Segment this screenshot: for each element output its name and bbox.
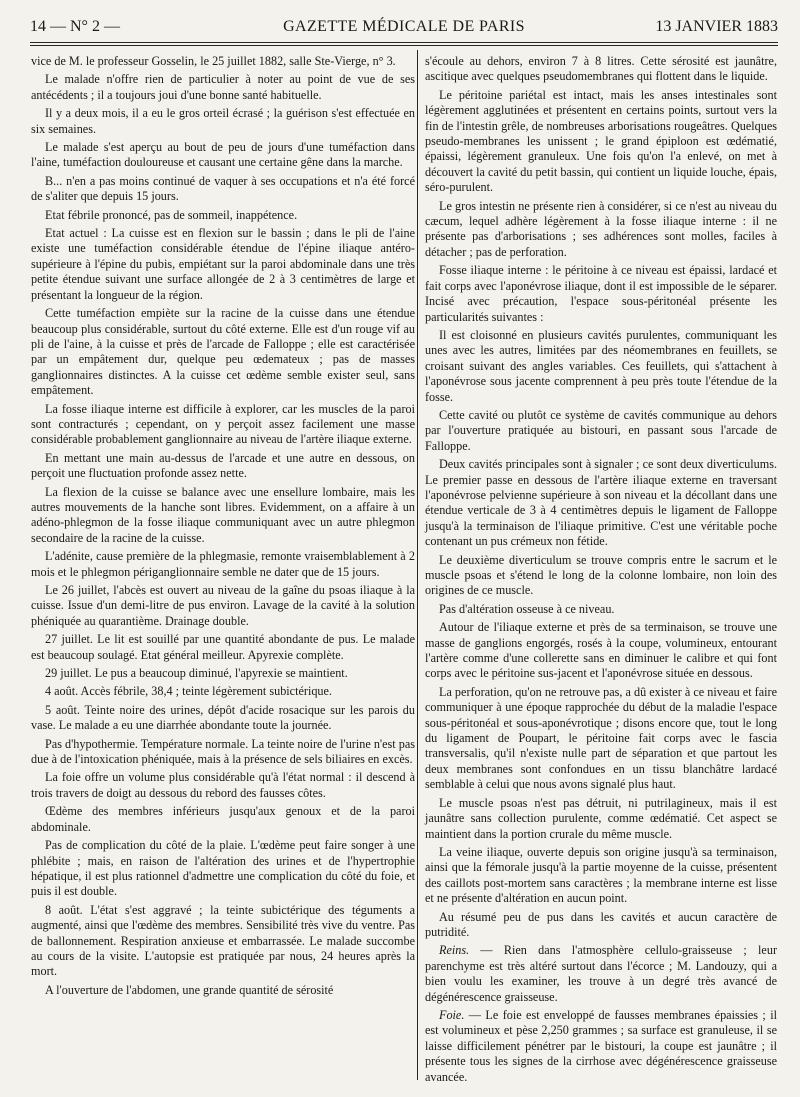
paragraph: 5 août. Teinte noire des urines, dépôt d'acide rosacique sur les parois du vase. Le malade a eu une diarrhée abondante toute la journée. [31,702,415,733]
issue-date: 13 JANVIER 1883 [655,18,778,35]
paragraph: Etat actuel : La cuisse est en flexion sur le bassin ; dans le pli de l'aine existe une tuméfaction considérable étendue de l'épine iliaque antéro-supérieure à l'épine du pubis, empiétant sur la paroi abdominale dans une très petite étendue suivant une surface allongée de 2 à 3 centimètres de large et présentant la longueur de la région. [31,226,415,302]
paragraph: 4 août. Accès fébrile, 38,4 ; teinte légèrement subictérique. [45,684,332,699]
section-heading: Reins. [439,943,470,958]
paragraph-foie: Foie. — Le foie est enveloppé de fausses membranes épaissies ; il est volumineux et pèse 2,250 grammes ; sa surface est granuleuse, il se laisse difficilement pénétrer par le bistouri, la coupe est jaunâtre ; il présente tous les signes de la cirrhose avec dégénérescence graisseuse avancée. [425,1007,777,1084]
header-rule-double [30,45,778,46]
paragraph: Pas de complication du côté de la plaie. L'œdème peut faire songer à une phlébite ; mais, en raison de l'altération des urines et de l'hypertrophie hépatique, il est plus rationnel d'admettre une complication du côté du foie, et puis il est double. [31,838,415,899]
paragraph: Le péritoine pariétal est intact, mais les anses intestinales sont légèrement agglutinées et présentent en certains points, surtout vers la fin de l'intestin grêle, de nombreuses arborisations rougeâtres. Quelques pseudo-membranes les unissent ; le grand épiploon est œdématié, épaissi, légèrement granuleux. Une fois qu'on l'a enlevé, on met à découvert la cavité du petit bassin, qui contient un liquide louche, épais, séro-purulent. [425,87,777,195]
paragraph: A l'ouverture de l'abdomen, une grande quantité de sérosité [45,982,334,997]
column-divider [417,50,418,1080]
paragraph: Il y a deux mois, il a eu le gros orteil écrasé ; la guérison s'est effectuée en six semaines. [31,106,415,136]
journal-title: GAZETTE MÉDICALE DE PARIS [283,18,525,35]
header-rule [30,42,778,43]
paragraph: Le muscle psoas n'est pas détruit, ni putrilagineux, mais il est jaunâtre sans collection purulente, comme œdématié. Cet aspect se maintient dans la portion crurale du même muscle. [425,795,777,841]
paragraph: En mettant une main au-dessus de l'arcade et une autre en dessous, on perçoit une fluctuation profonde assez nette. [31,450,415,481]
paragraph: Pas d'hypothermie. Température normale. La teinte noire de l'urine n'est pas due à de l'intoxication phéniquée, mais à la présence de sels biliaires en excès. [31,736,415,767]
paragraph: La perforation, qu'on ne retrouve pas, a dû exister à ce niveau et faire communiquer à une époque rapprochée du début de la maladie l'espace sous-péritonéal et sous-aponévrotique ; disons encore que, tout le long du ligament de Poupart, le péritoine fait corps avec le fascia transversalis, qu'il n'existe nulle part de séparation et que partout les deux membranes sont confondues en un tissu blanchâtre lardacé semblable à celui que nous avons signalé plus haut. [425,684,777,792]
paragraph: s'écoule au dehors, environ 7 à 8 litres. Cette sérosité est jaunâtre, ascitique avec quelques pseudomembranes qui flottent dans le liquide. [425,54,777,84]
paragraph: Le deuxième diverticulum se trouve compris entre le sacrum et le muscle psoas et s'étend le long de la colonne lombaire, non loin des origines de ce muscle. [425,552,777,598]
paragraph: Deux cavités principales sont à signaler ; ce sont deux diverticulums. Le premier passe en dessous de l'artère iliaque externe en traversant l'aponévrose pelvienne supérieure à son niveau et la décollant dans une étendue verticale de 3 à 4 centimètres depuis le ligament de Falloppe jusqu'à la terminaison de l'iliaque primitive. C'est une véritable poche contenant un pus crémeux non fétide. [425,457,777,549]
paragraph: Etat fébrile prononcé, pas de sommeil, inappétence. [45,207,298,222]
page-number: 14 — N° 2 — [30,18,120,35]
paragraph: Au résumé peu de pus dans les cavités et aucun caractère de putridité. [425,909,777,939]
paragraph: Pas d'altération osseuse à ce niveau. [439,601,615,616]
paragraph: La veine iliaque, ouverte depuis son origine jusqu'à sa terminaison, ainsi que la fémorale jusqu'à la partie moyenne de la cuisse, présentent des caillots post-mortem sans caractères ; la membrane interne est lisse et ne présente d'altération en aucun point. [425,844,777,906]
paragraph: Autour de l'iliaque externe et près de sa terminaison, se trouve une masse de ganglions engorgés, rosés à la coupe, volumineux, entourant l'artère comme d'une collerette sans en diminuer le calibre et qui font corps avec le péritoine sus-jacent et l'aponévrose située en dessous. [425,620,777,681]
paragraph: Le malade s'est aperçu au bout de peu de jours d'une tuméfaction dans l'aine, tuméfaction douloureuse et causant une certaine gêne dans la marche. [31,140,415,170]
right-column [425,54,777,1088]
paragraph: Il est cloisonné en plusieurs cavités purulentes, communiquant les unes avec les autres, limitées par des néomembranes en feuillets, se croisant suivant des angles variables. Ces feuillets, qui s'attachent à l'aponévrose sous jacente comprennent à peu près toute l'étendue de la fosse. [425,327,777,404]
paragraph: L'adénite, cause première de la phlegmasie, remonte vraisemblablement à 2 mois et le phlegmon périganglionnaire semble ne dater que de 15 jours. [31,549,415,579]
paragraph: Œdème des membres inférieurs jusqu'aux genoux et de la paroi abdominale. [31,804,415,834]
page-header [30,16,778,38]
paragraph: 29 juillet. Le pus a beaucoup diminué, l'apyrexie se maintient. [45,666,348,681]
paragraph: Le gros intestin ne présente rien à considérer, si ce n'est au niveau du cæcum, lequel adhère légèrement à la fosse iliaque interne : il ne présente pas d'arborisations ; ses adhérences sont molles, faciles à détacher ; pas de perforation. [425,198,777,259]
paragraph-reins: Reins. — Rien dans l'atmosphère cellulo-graisseuse ; leur parenchyme est très altéré surtout dans l'écorce ; M. Landouzy, qui a bien voulu les examiner, les trouve à un degré très avancé de dégénérescence graisseuse. [425,943,777,1004]
paragraph: 8 août. L'état s'est aggravé ; la teinte subictérique des téguments a augmenté, ainsi que l'œdème des membres. Sensibilité très vive du ventre. Pas de ballonnement. Respiration anxieuse et embarrassée. Le malade succombe au cours de la visite. L'autopsie est pratiquée par nous, 24 heures après la mort. [31,902,415,979]
paragraph: La fosse iliaque interne est difficile à explorer, car les muscles de la paroi sont contracturés ; cependant, on y perçoit assez facilement une masse considérable probablement ganglionnaire au niveau de l'artère iliaque externe. [31,401,415,447]
paragraph: Le 26 juillet, l'abcès est ouvert au niveau de la gaîne du psoas iliaque à la cuisse. Issue d'un demi-litre de pus environ. Lavage de la cavité à la solution phéniquée au quarantième. Drainage double. [31,583,415,628]
section-heading: Foie. [439,1007,465,1022]
left-column [31,54,415,1001]
paragraph: vice de M. le professeur Gosselin, le 25 juillet 1882, salle Ste-Vierge, n° 3. [31,54,396,68]
paragraph: La flexion de la cuisse se balance avec une ensellure lombaire, mais les autres mouvements de la hanche sont libres. Evidemment, on a affaire à un adéno-phlegmon de la fosse iliaque communiquant avec un autre phlegmon secondaire de la racine de la cuisse. [31,484,415,545]
paragraph: La foie offre un volume plus considérable qu'à l'état normal : il descend à trois travers de doigt au dessous du rebord des fausses côtes. [31,770,415,800]
paragraph: 27 juillet. Le lit est souillé par une quantité abondante de pus. Le malade est beaucoup soulagé. Etat général meilleur. Apyrexie complète. [31,632,415,662]
paragraph: Le malade n'offre rien de particulier à noter au point de vue de ses antécédents ; il a toujours joui d'une bonne santé habituelle. [31,72,415,102]
paragraph: Fosse iliaque interne : le péritoine à ce niveau est épaissi, lardacé et fait corps avec l'aponévrose iliaque, dont il est impossible de le séparer. Incisé avec précaution, l'espace sous-péritonéal présente les particularités suivantes : [425,263,777,324]
paragraph: Cette cavité ou plutôt ce système de cavités communique au dehors par l'ouverture pratiquée au bistouri, en passant sous l'arcade de Falloppe. [425,407,777,453]
paragraph: B... n'en a pas moins continué de vaquer à ses occupations et n'a été forcé de s'aliter que depuis 15 jours. [31,173,415,204]
paragraph: Cette tuméfaction empiète sur la racine de la cuisse dans une étendue beaucoup plus considérable, surtout du côté externe. Elle est d'un rouge vif au pli de l'aine, à la cuisse et près de l'arcade de Falloppe ; elle est caractérisée par un empâtement dur, quelque peu œdemateux ; pas de masses ganglionnaires distinctes. A la cuisse cet œdème semble exister seul, sans empâtement. [31,306,415,398]
